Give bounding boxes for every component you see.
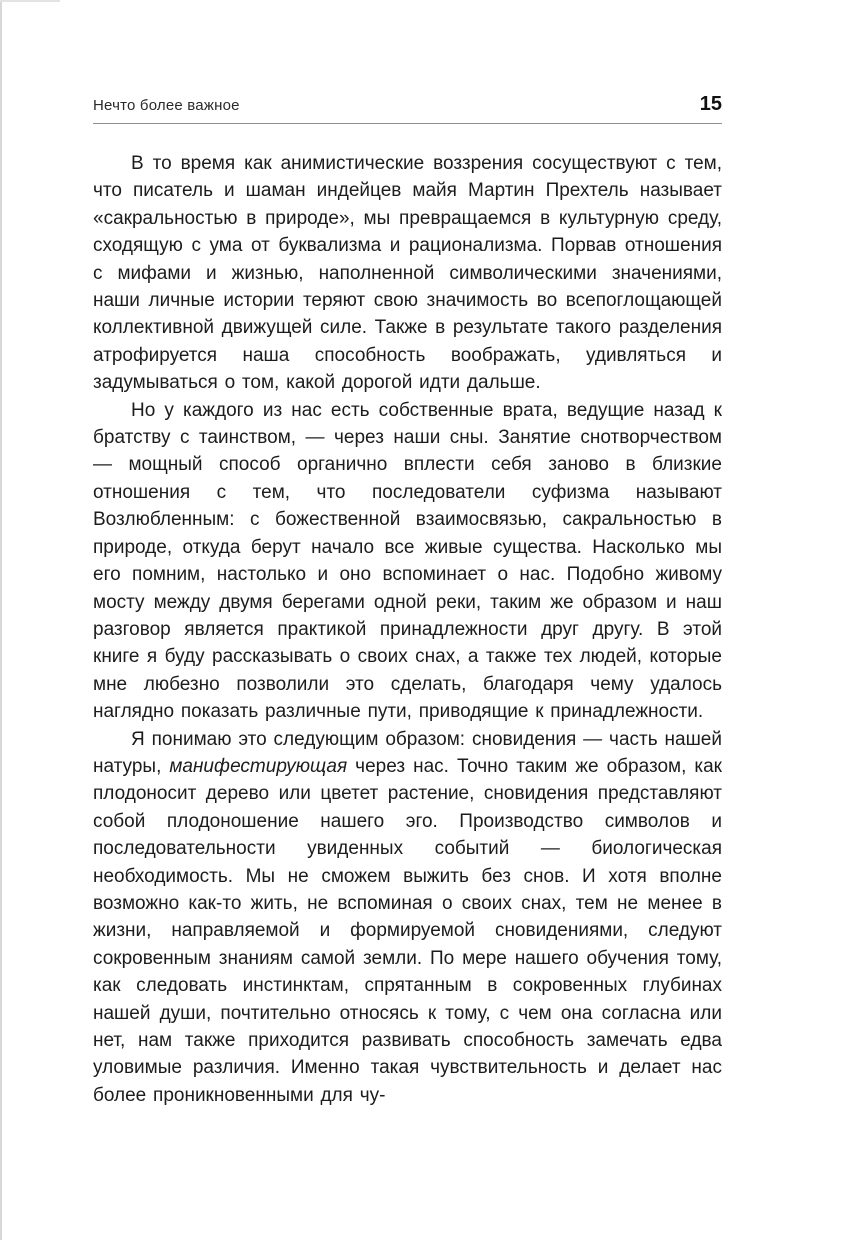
page-header — [93, 94, 722, 124]
paragraph-1 — [93, 150, 722, 397]
scan-page-edge-top — [0, 0, 60, 2]
paragraph-3-text-post: через нас. Точно таким же образом, как плодоносит дерево или цветет растение, сновидения представляют собой плодоношение нашего эго. Производство символов и последовательности увиденных событий — биологическая необходимость. Мы не сможем выжить без снов. И хотя вполне возможно как-то жить, не вспоминая о своих снах, тем не менее в жизни, направляемой и формируемой сновидениями, следуют сокровенным знаниям самой земли. По мере нашего обучения тому, как следовать инстинктам, спрятанным в сокровенных глубинах нашей души, почтительно относясь к тому, с чем она согласна или нет, нам также приходится развивать способность замечать едва уловимые различия. Именно такая чувствительность и делает нас более проникновенными для чу- — [93, 755, 722, 1106]
body-text — [93, 150, 722, 1109]
paragraph-3-italic-word: манифестирующая — [169, 755, 348, 777]
scan-page-edge-left — [0, 0, 2, 1240]
paragraph-1-text: В то время как анимистические воззрения сосуществуют с тем, что писатель и шаман индейцев майя Мартин Прехтель называет «сакральностью в природе», мы превращаемся в культурную среду, сходящую с ума от буквализма и рационализма. Порвав отношения с мифами и жизнью, наполненной символическими значениями, наши личные истории теряют свою значимость во всепоглощающей коллективной движущей силе. Также в результате такого разделения атрофируется наша способность воображать, удивляться и задумываться о том, какой дорогой идти дальше. — [93, 153, 722, 394]
running-head: Нечто более важное — [93, 97, 240, 114]
paragraph-3-text-pre: Я понимаю это следующим образом: сновидения — часть нашей натуры, — [93, 728, 722, 777]
page-number: 15 — [699, 93, 722, 115]
paragraph-3 — [93, 726, 722, 1110]
paragraph-2 — [93, 397, 722, 726]
paragraph-2-text: Но у каждого из нас есть собственные врата, ведущие назад к братству с таинством, — через наши сны. Занятие снотворчеством — мощный способ органично вплести себя заново в близкие отношения с тем, что последователи суфизма называют Возлюбленным: с божественной взаимосвязью, сакральностью в природе, откуда берут начало все живые существа. Насколько мы его помним, настолько и оно вспоминает о нас. Подобно живому мосту между двумя берегами одной реки, таким же образом и наш разговор является практикой принадлежности друг другу. В этой книге я буду рассказывать о своих снах, а также тех людей, которые мне любезно позволили это сделать, благодаря чему удалось наглядно показать различные пути, приводящие к принадлежности. — [93, 399, 722, 723]
